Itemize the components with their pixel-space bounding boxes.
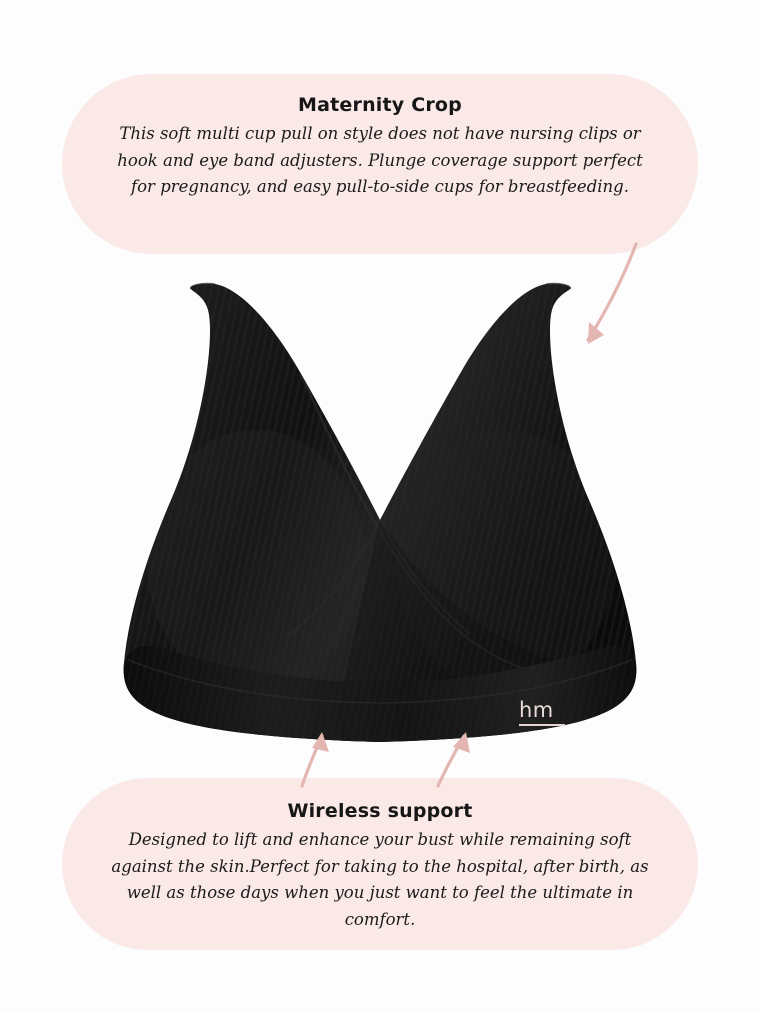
callout-wireless-support-title: Wireless support [287,800,473,822]
callout-wireless-support-body: Designed to lift and enhance your bust while remaining soft against the skin.Perfect for taking to the hospital, after birth, as well as those days when you just want to feel the ultimate in comfort. [111,830,649,930]
callout-maternity-crop-title: Maternity Crop [298,94,462,116]
brand-logo-underline [519,724,565,726]
callout-wireless-support [62,778,698,950]
brand-logo [519,700,573,730]
brand-logo-text: hm [519,698,554,722]
callout-maternity-crop-body: This soft multi cup pull on style does not have nursing clips or hook and eye band adjusters. Plunge coverage support perfect for pregnancy, and easy pull-to-side cups for breastfeeding. [117,124,643,197]
callout-maternity-crop [62,74,698,254]
